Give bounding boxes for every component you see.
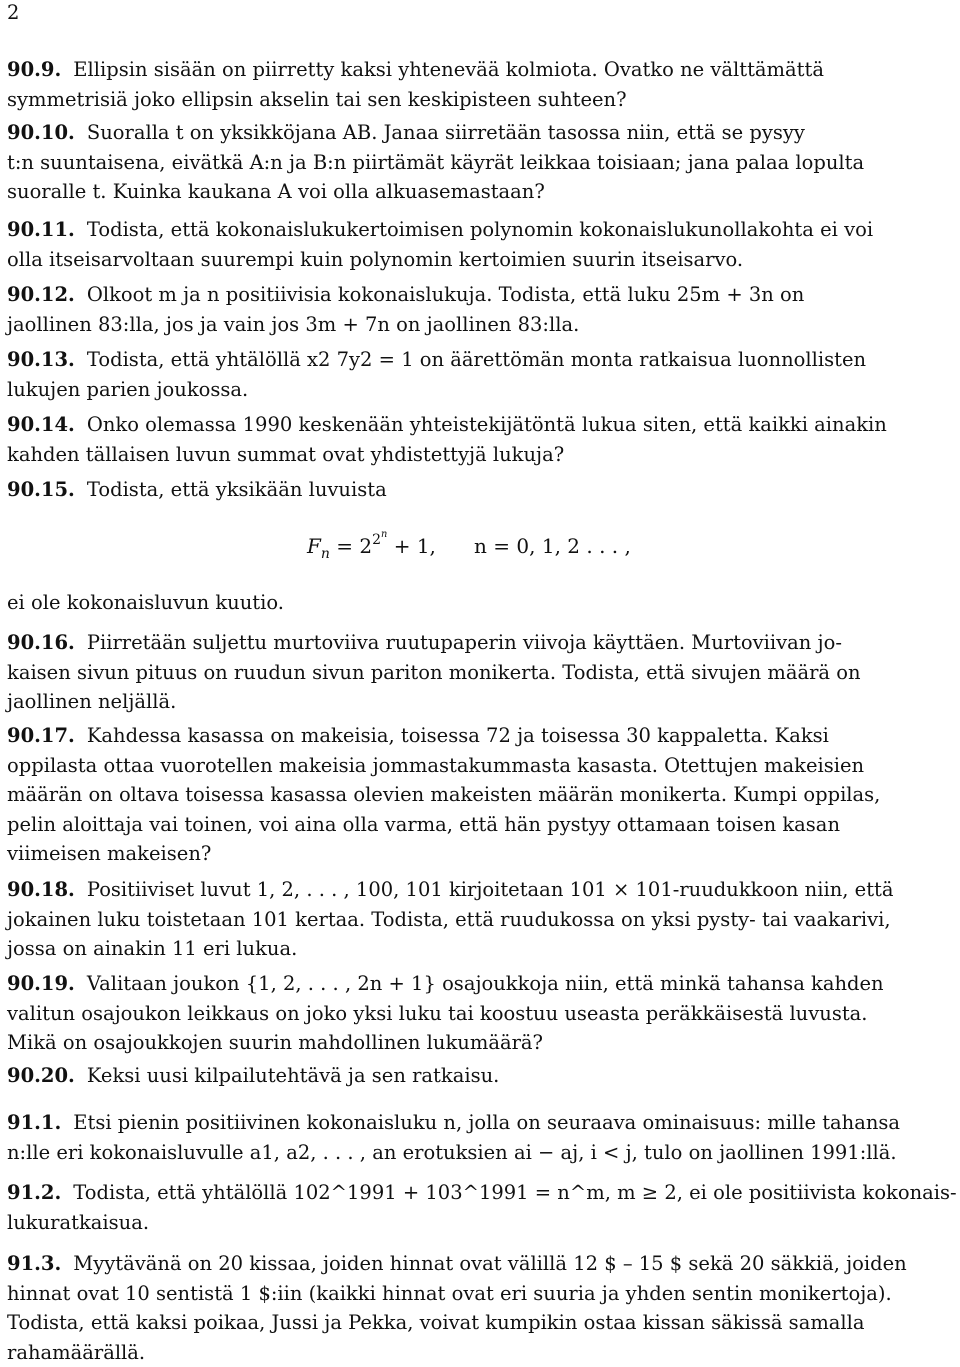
problem-line (7, 475, 959, 505)
problem-line (7, 280, 959, 310)
problem-90-20 (7, 1061, 959, 1091)
problem-90-11 (7, 215, 959, 274)
problem-text: oppilasta ottaa vuorotellen makeisia jommastakummasta kasasta. Otettujen makeisien (7, 754, 864, 777)
problem-number: 90.13. (7, 348, 75, 371)
problem-number: 90.17. (7, 724, 75, 747)
problem-line (7, 839, 959, 869)
problem-text: Piirretään suljettu murtoviiva ruutupaperin viivoja käyttäen. Murtoviivan jo- (87, 631, 842, 654)
problem-91-2 (7, 1178, 959, 1237)
problem-text: jaollinen 83:lla, jos ja vain jos 3m + 7n on jaollinen 83:lla. (7, 313, 579, 336)
problem-text: Todista, että kaksi poikaa, Jussi ja Pekka, voivat kumpikin ostaa kissan säkissä samalla (7, 1311, 865, 1334)
problem-line (7, 905, 959, 935)
problem-91-3 (7, 1249, 959, 1367)
problem-90-18 (7, 875, 959, 964)
formula-tail: ei ole kokonaisluvun kuutio. (7, 588, 284, 618)
problem-line (7, 245, 959, 275)
problem-text: symmetrisiä joko ellipsin akselin tai sen keskipisteen suhteen? (7, 88, 627, 111)
problem-line (7, 751, 959, 781)
formula-lhs: F (307, 534, 321, 558)
problem-line (7, 375, 959, 405)
problem-90-15 (7, 475, 959, 505)
problem-91-1 (7, 1108, 959, 1167)
problem-number: 91.3. (7, 1252, 61, 1275)
problem-text: kaisen sivun pituus on ruudun sivun pariton monikerta. Todista, että sivujen määrä on (7, 661, 861, 684)
problem-text: jokainen luku toistetaan 101 kertaa. Todista, että ruudukossa on yksi pysty- tai vaakarivi, (7, 908, 891, 931)
problem-line (7, 721, 959, 751)
problem-text: Ellipsin sisään on piirretty kaksi yhtenevää kolmiota. Ovatko ne välttämättä (73, 58, 824, 81)
problem-text: n:lle eri kokonaisluvulle a1, a2, . . . , an erotuksien ai − aj, i < j, tulo on jaollinen 1991:llä. (7, 1141, 897, 1164)
problem-line (7, 85, 959, 115)
problem-line (7, 1279, 959, 1309)
problem-number: 90.12. (7, 283, 75, 306)
problem-text: lukujen parien joukossa. (7, 378, 248, 401)
problem-text: Valitaan joukon {1, 2, . . . , 2n + 1} osajoukkoja niin, että minkä tahansa kahden (87, 972, 884, 995)
problem-text: määrän on oltava toisessa kasassa olevien makeisten määrän monikerta. Kumpi oppilas, (7, 783, 880, 806)
problem-text: Todista, että yhtälöllä x2 7y2 = 1 on äärettömän monta ratkaisua luonnollisten (87, 348, 866, 371)
problem-line (7, 440, 959, 470)
problem-line (7, 687, 959, 717)
problem-text: Kahdessa kasassa on makeisia, toisessa 72 ja toisessa 30 kappaletta. Kaksi (87, 724, 829, 747)
problem-number: 90.20. (7, 1064, 75, 1087)
problem-90-19 (7, 969, 959, 1058)
problem-90-12 (7, 280, 959, 339)
problem-line (7, 969, 959, 999)
problem-text: valitun osajoukon leikkaus on joko yksi luku tai koostuu useasta peräkkäisestä luvusta. (7, 1002, 868, 1025)
problem-line (7, 118, 959, 148)
problem-line (7, 55, 959, 85)
problem-text: Mikä on osajoukkojen suurin mahdollinen lukumäärä? (7, 1031, 543, 1054)
problem-number: 91.2. (7, 1181, 61, 1204)
problem-90-14 (7, 410, 959, 469)
problem-number: 90.11. (7, 218, 75, 241)
problem-line (7, 148, 959, 178)
fermat-formula (307, 532, 631, 562)
problem-text: suoralle t. Kuinka kaukana A voi olla alkuasemastaan? (7, 180, 545, 203)
problem-text: Todista, että kokonaislukukertoimisen polynomin kokonaislukunollakohta ei voi (87, 218, 873, 241)
page-number: 2 (7, 0, 19, 26)
problem-line (7, 310, 959, 340)
formula-exponent: 2n (372, 532, 387, 548)
problem-text: Etsi pienin positiivinen kokonaisluku n, jolla on seuraava ominaisuus: mille tahansa (73, 1111, 900, 1134)
problem-text: Myytävänä on 20 kissaa, joiden hinnat ovat välillä 12 $ – 15 $ sekä 20 säkkiä, joiden (73, 1252, 906, 1275)
problem-line (7, 875, 959, 905)
problem-line (7, 1178, 959, 1208)
problem-text: jossa on ainakin 11 eri lukua. (7, 937, 297, 960)
problem-text: jaollinen neljällä. (7, 690, 176, 713)
problem-line (7, 345, 959, 375)
problem-text: Suoralla t on yksikköjana AB. Janaa siirretään tasossa niin, että se pysyy (87, 121, 805, 144)
problem-line (7, 177, 959, 207)
formula-sub: n (321, 546, 330, 562)
formula-rhs: + 1, n = 0, 1, 2 . . . , (387, 534, 631, 558)
problem-number: 90.18. (7, 878, 75, 901)
problem-90-13 (7, 345, 959, 404)
formula-eq: = 2 (330, 534, 372, 558)
problem-90-17 (7, 721, 959, 869)
problem-line (7, 1308, 959, 1338)
problem-number: 90.9. (7, 58, 61, 81)
problem-line (7, 1208, 959, 1238)
problem-line (7, 780, 959, 810)
problem-text: Olkoot m ja n positiivisia kokonaislukuja. Todista, että luku 25m + 3n on (87, 283, 804, 306)
problem-number: 91.1. (7, 1111, 61, 1134)
problem-line (7, 1249, 959, 1279)
problem-text: Onko olemassa 1990 keskenään yhteistekijätöntä lukua siten, että kaikki ainakin (87, 413, 887, 436)
problem-text: hinnat ovat 10 sentistä 1 $:iin (kaikki hinnat ovat eri suuria ja yhden sentin monikertoja). (7, 1282, 892, 1305)
problem-line (7, 628, 959, 658)
problem-number: 90.15. (7, 478, 75, 501)
problem-number: 90.14. (7, 413, 75, 436)
problem-number: 90.16. (7, 631, 75, 654)
problem-line (7, 1338, 959, 1367)
problem-line (7, 1108, 959, 1138)
problem-90-10 (7, 118, 959, 207)
problem-line (7, 1061, 959, 1091)
problem-text: olla itseisarvoltaan suurempi kuin polynomin kertoimien suurin itseisarvo. (7, 248, 743, 271)
problem-line (7, 1138, 959, 1168)
problem-text: Todista, että yhtälöllä 102^1991 + 103^1991 = n^m, m ≥ 2, ei ole positiivista kokonais- (73, 1181, 956, 1204)
problem-90-9 (7, 55, 959, 114)
problem-text: rahamäärällä. (7, 1341, 145, 1364)
problem-text: pelin aloittaja vai toinen, voi aina olla varma, että hän pystyy ottamaan toisen kasan (7, 813, 840, 836)
problem-number: 90.19. (7, 972, 75, 995)
problem-text: Todista, että yksikään luvuista (87, 478, 387, 501)
problem-text: Positiiviset luvut 1, 2, . . . , 100, 101 kirjoitetaan 101 × 101-ruudukkoon niin, että (87, 878, 894, 901)
problem-text: Keksi uusi kilpailutehtävä ja sen ratkaisu. (87, 1064, 499, 1087)
problem-line (7, 934, 959, 964)
problem-line (7, 658, 959, 688)
problem-line (7, 810, 959, 840)
problem-line (7, 215, 959, 245)
problem-text: t:n suuntaisena, eivätkä A:n ja B:n piirtämät käyrät leikkaa toisiaan; jana palaa lopulta (7, 151, 864, 174)
problem-line (7, 1028, 959, 1058)
problem-line (7, 999, 959, 1029)
problem-text: lukuratkaisua. (7, 1211, 149, 1234)
problem-number: 90.10. (7, 121, 75, 144)
problem-text: kahden tällaisen luvun summat ovat yhdistettyjä lukuja? (7, 443, 564, 466)
problem-90-16 (7, 628, 959, 717)
problem-line (7, 410, 959, 440)
problem-text: viimeisen makeisen? (7, 842, 211, 865)
